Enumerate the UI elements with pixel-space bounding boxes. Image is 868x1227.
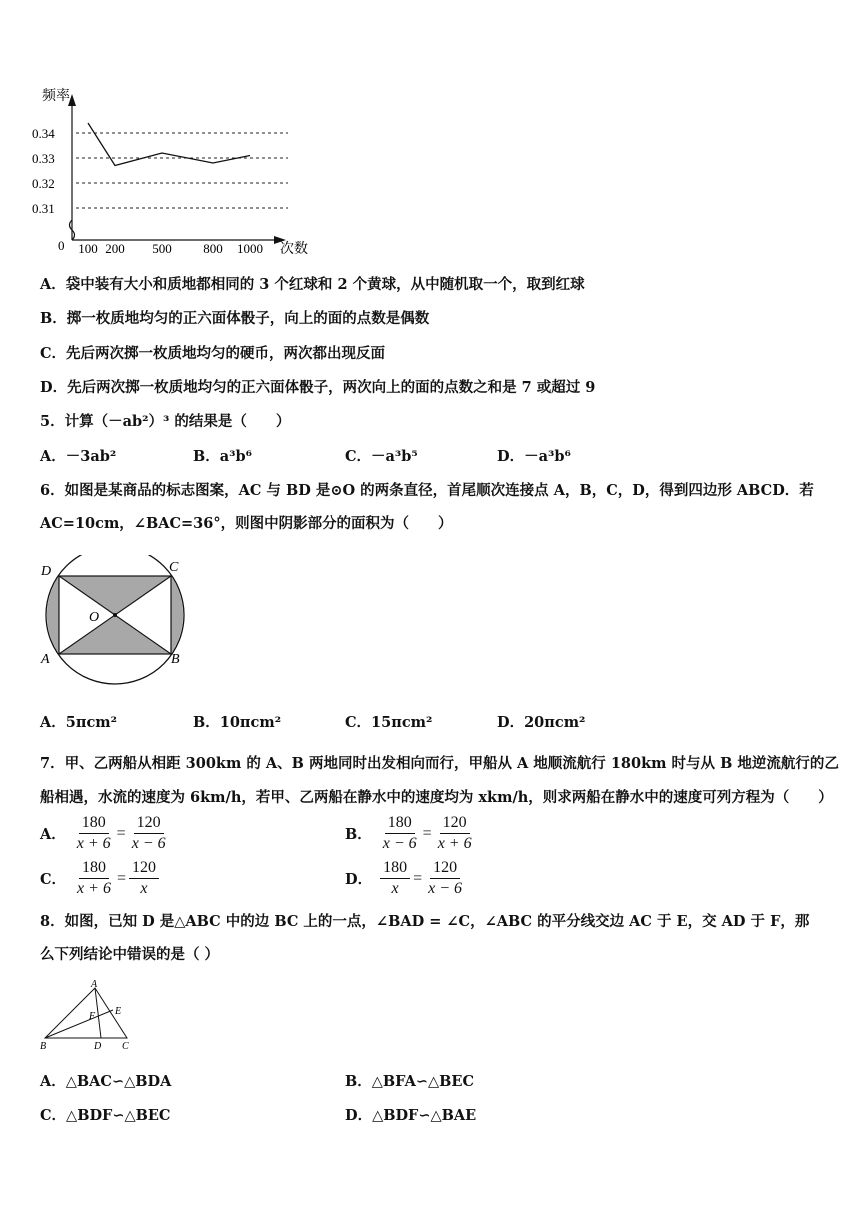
q4-option-c: C．先后两次掷一枚质地均匀的硬币，两次都出现反面 [40, 345, 386, 362]
shaded-left-segment [47, 576, 59, 654]
q7-option-a: A． $\frac{180}{x + 6}$ = $\frac{120}{x - 6}$ [40, 814, 166, 852]
x-tick-label: 200 [105, 241, 125, 256]
label-c: C [169, 560, 179, 575]
label-a: A [91, 979, 98, 990]
x-tick-label: 1000 [237, 241, 263, 256]
label-a: A [41, 652, 50, 667]
frequency-series-line [88, 123, 250, 166]
q4-option-a: A．袋中装有大小和质地都相同的 3 个红球和 2 个黄球，从中随机取一个，取到红球 [40, 276, 585, 293]
q5-stem: 5．计算（－ab²）³ 的结果是（ ） [40, 413, 291, 430]
q6-option-d: D．20πcm² [497, 714, 586, 731]
q8-option-a: A．△BAC∽△BDA [40, 1073, 172, 1090]
q6-option-b: B．10πcm² [193, 714, 282, 731]
q5-option-c: C．－a³b⁵ [345, 448, 418, 465]
q6-stem-line1: 6．如图是某商品的标志图案，AC 与 BD 是⊙O 的两条直径，首尾顺次连接点 A，B，C，D，得到四边形 ABCD．若 [40, 482, 814, 499]
shaded-top-triangle [59, 576, 171, 615]
q6-stem-line2: AC=10cm，∠BAC=36°，则图中阴影部分的面积为（ ） [40, 515, 453, 532]
y-tick-label: 0.33 [32, 151, 55, 166]
q4-option-d: D．先后两次掷一枚质地均匀的正六面体骰子，两次向上的面的点数之和是 7 或超过 9 [40, 379, 596, 396]
frequency-chart [30, 80, 320, 260]
q8-stem-line2: 么下列结论中错误的是（ ） [40, 946, 220, 963]
q6-option-a: A．5πcm² [40, 714, 117, 731]
q8-option-c: C．△BDF∽△BEC [40, 1107, 171, 1124]
q8-option-d: D．△BDF∽△BAE [345, 1107, 477, 1124]
q7-stem-line2: 船相遇，水流的速度为 6km/h，若甲、乙两船在静水中的速度均为 xkm/h，则求两船在静水中的速度可列方程为（ ） [40, 789, 833, 806]
q7-option-c: C． $\frac{180}{x + 6}$ = $\frac{120}{x}$ [40, 858, 161, 899]
q8-stem-line1: 8．如图，已知 D 是△ABC 中的边 BC 上的一点，∠BAD = ∠C，∠ABC 的平分线交边 AC 于 E，交 AD 于 F，那 [40, 913, 810, 930]
label-o: O [89, 610, 100, 625]
grid-lines [76, 133, 288, 208]
q5-option-b: B．a³b⁶ [193, 448, 252, 465]
origin-label: 0 [58, 238, 65, 253]
x-axis-label: 次数 [280, 241, 308, 257]
label-d: D [41, 564, 52, 579]
label-d: D [94, 1041, 102, 1052]
y-axis-label: 频率 [42, 88, 70, 104]
x-tick-labels [78, 241, 263, 256]
q8-option-b: B．△BFA∽△BEC [345, 1073, 475, 1090]
q5-option-a: A．－3ab² [40, 448, 117, 465]
q5-option-d: D．－a³b⁶ [497, 448, 571, 465]
y-tick-label: 0.32 [32, 176, 55, 191]
bisector-be [45, 1010, 113, 1038]
label-b: B [40, 1041, 47, 1052]
q7-option-b: B． $\frac{180}{x - 6}$ = $\frac{120}{x + 6}$ [345, 814, 472, 852]
x-tick-label: 500 [152, 241, 172, 256]
q7-option-d: D． $\frac{180}{x}$ = $\frac{120}{x - 6}$ [345, 859, 463, 897]
label-b: B [171, 652, 180, 667]
q6-circle-figure [35, 555, 205, 700]
shaded-right-segment [171, 576, 183, 654]
label-e: E [115, 1006, 122, 1017]
q7-stem-line1: 7．甲、乙两船从相距 300km 的 A、B 两地同时出发相向而行，甲船从 A 地顺流航行 180km 时与从 B 地逆流航行的乙 [40, 755, 839, 772]
y-tick-labels [32, 126, 55, 216]
q8-triangle-figure [35, 978, 145, 1056]
label-c: C [122, 1041, 129, 1052]
q4-option-b: B．掷一枚质地均匀的正六面体骰子，向上的面的点数是偶数 [40, 310, 430, 327]
y-tick-label: 0.34 [32, 126, 55, 141]
x-tick-label: 800 [203, 241, 223, 256]
y-tick-label: 0.31 [32, 201, 55, 216]
label-f: F [89, 1011, 96, 1022]
x-tick-label: 100 [78, 241, 98, 256]
center-point [113, 613, 117, 617]
shaded-bottom-triangle [59, 615, 171, 654]
q6-option-c: C．15πcm² [345, 714, 433, 731]
